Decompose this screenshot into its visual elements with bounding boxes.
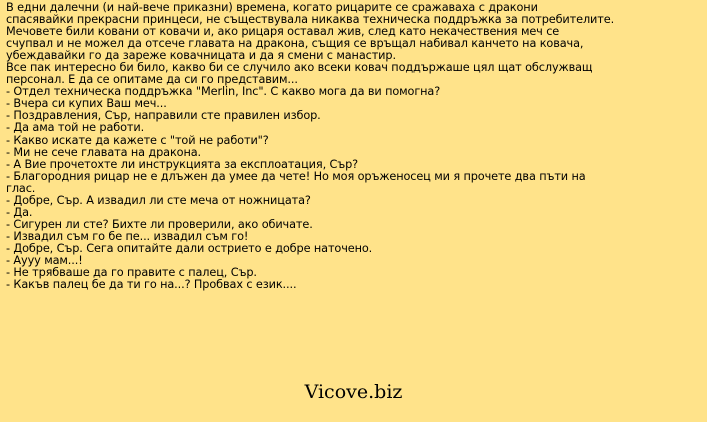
- site-watermark: Vicove.biz: [304, 381, 403, 403]
- dialogue-line: - Не трябваше да го правите с палец, Сър.: [6, 266, 257, 280]
- dialogue-line: глас.: [6, 181, 36, 195]
- dialogue-line: - Какво искате да кажете с "той не работи"?: [6, 133, 269, 147]
- dialogue-line: - Благородния рицар не е длъжен да умее да чете! Но моя оръженосец ми я прочете два пъти на: [6, 169, 586, 183]
- dialogue-line: - Вчера си купих Ваш меч...: [6, 97, 167, 111]
- story-line: счупвал и не можел да отсече главата на дракона, същия се връщал набивал канчето на ковача,: [6, 37, 584, 51]
- story-line: убеждавайки го да зареже ковачницата и да я смени с манастир.: [6, 49, 396, 63]
- dialogue-line: - Добре, Сър. Сега опитайте дали острието е добре наточено.: [6, 241, 373, 255]
- dialogue-line: - А Вие прочетохте ли инструкцията за експлоатация, Сър?: [6, 157, 359, 171]
- dialogue-line: - Извадил съм го бе пе... извадил съм го!: [6, 229, 249, 243]
- dialogue-line: - Отдел техническа поддръжка "Merlin, Inc". С какво мога да ви помогна?: [6, 85, 441, 99]
- dialogue-line: - Аууу мам...!: [6, 253, 83, 267]
- dialogue-line: - Ми не сече главата на дракона.: [6, 145, 202, 159]
- dialogue-line: - Сигурен ли сте? Бихте ли проверили, ако обичате.: [6, 217, 313, 231]
- dialogue-line: - Да ама той не работи.: [6, 121, 145, 135]
- story-line: персонал. Е да се опитаме да си го представим...: [6, 73, 298, 87]
- story-line: В едни далечни (и най-вече приказни) времена, когато рицарите се сражаваха с дракони: [6, 1, 538, 14]
- story-line: спасявайки прекрасни принцеси, не съществувала никаква техническа поддръжка за потребителите.: [6, 13, 615, 27]
- dialogue-line: - Какъв палец бе да ти го на...? Пробвах с език....: [6, 278, 297, 292]
- dialogue-line: - Да.: [6, 205, 33, 219]
- dialogue-line: - Поздравления, Сър, направили сте правилен избор.: [6, 109, 321, 123]
- story-line: Все пак интересно би било, какво би се случило ако всеки ковач поддържаше цял щат обслужващ: [6, 61, 593, 75]
- story-text: [6, 2, 702, 291]
- story-line: Мечовете били ковани от ковачи и, ако рицаря оставал жив, след като некачествения меч се: [6, 25, 560, 39]
- dialogue-line: - Добре, Сър. А извадил ли сте меча от ножницата?: [6, 193, 311, 207]
